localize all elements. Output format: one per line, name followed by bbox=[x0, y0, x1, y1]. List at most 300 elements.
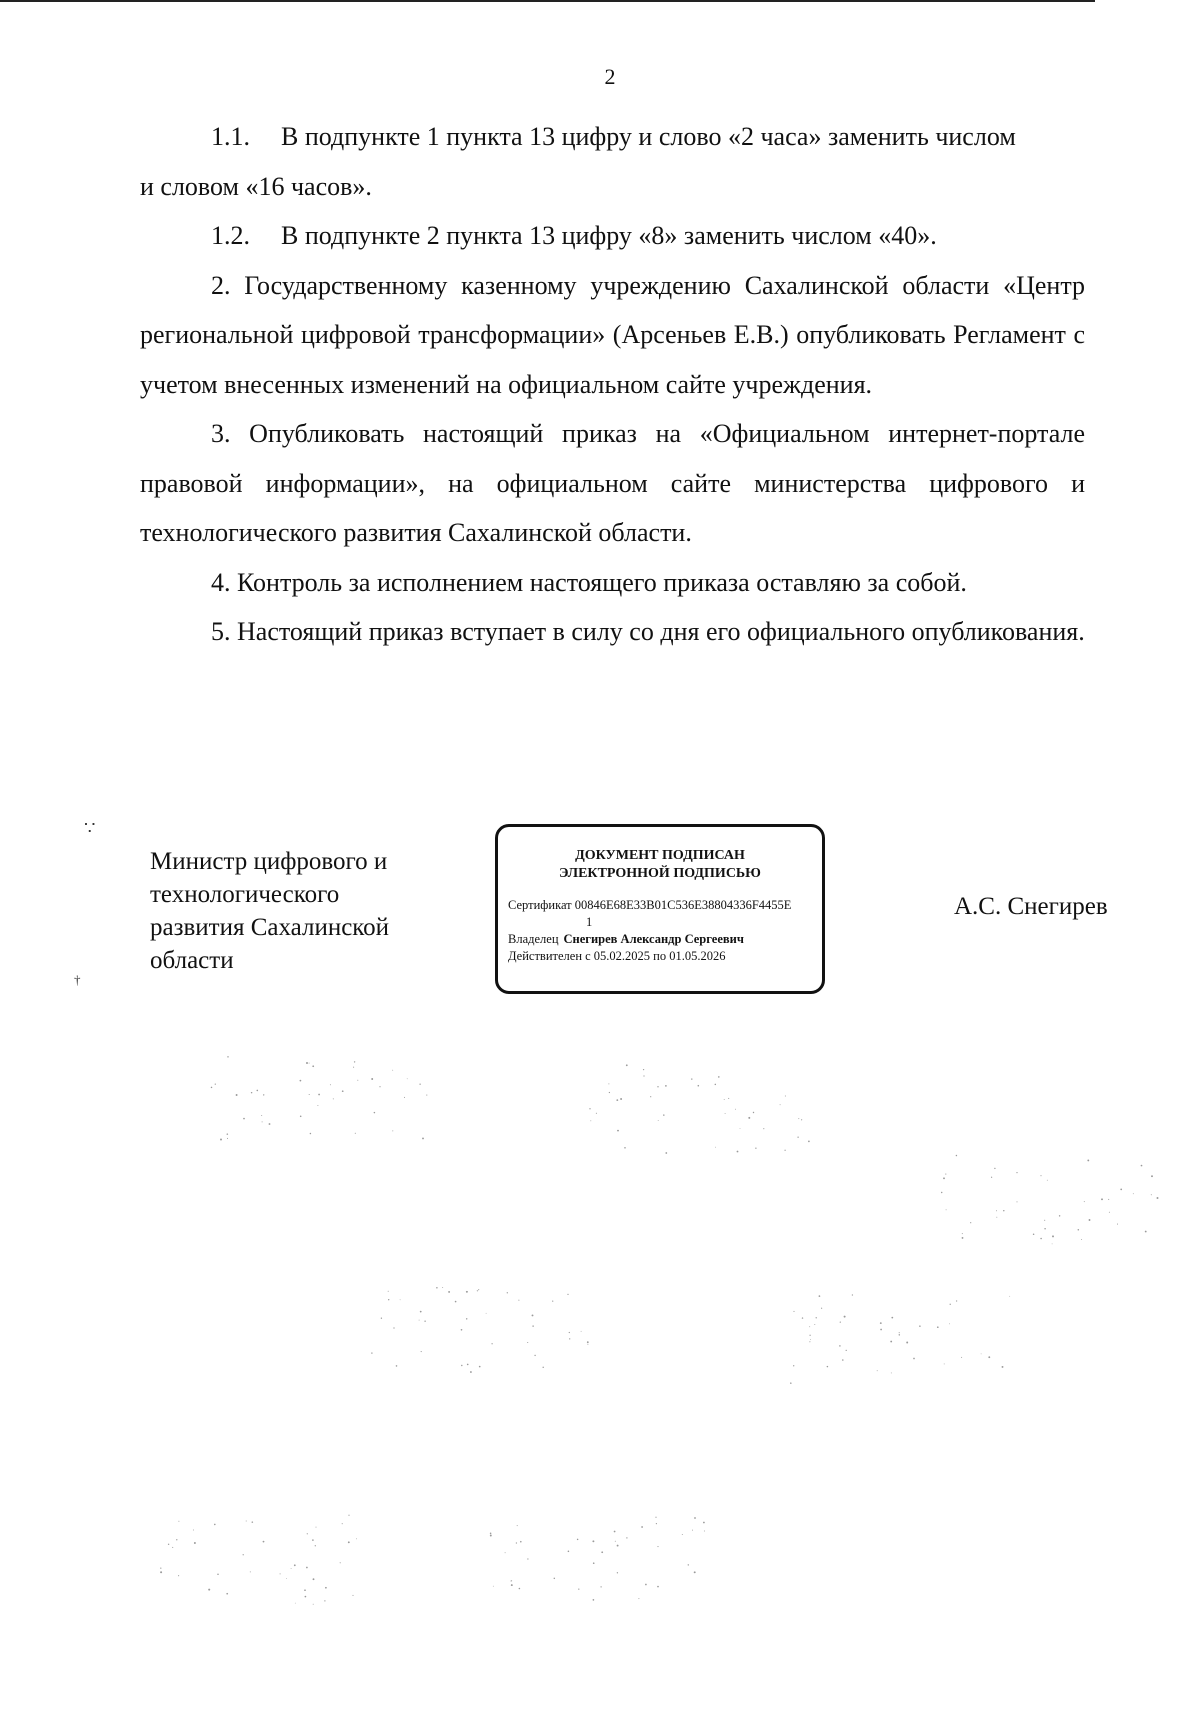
scan-speck bbox=[1052, 1235, 1054, 1237]
scan-speck bbox=[426, 1095, 427, 1096]
scan-speck bbox=[554, 1578, 555, 1579]
scan-speck bbox=[304, 1589, 306, 1591]
scan-speck bbox=[374, 1112, 375, 1113]
scan-speck bbox=[1047, 1180, 1048, 1181]
scan-speck bbox=[704, 1531, 705, 1532]
scan-speck bbox=[962, 1233, 963, 1234]
scan-speck bbox=[354, 1061, 355, 1062]
scan-speck bbox=[1016, 1172, 1017, 1173]
scan-speck bbox=[1044, 1220, 1045, 1221]
scan-speck bbox=[1141, 1165, 1143, 1167]
scan-speck bbox=[614, 1531, 616, 1533]
scan-speck bbox=[1101, 1198, 1103, 1200]
scan-speck bbox=[312, 1065, 314, 1067]
scan-speck bbox=[306, 1567, 308, 1569]
scan-speck bbox=[956, 1155, 958, 1157]
scan-speck bbox=[516, 1542, 517, 1543]
stamp-owner-name: Снегирев Александр Сергеевич bbox=[563, 932, 744, 946]
scan-speck bbox=[1109, 1212, 1110, 1213]
scan-speck bbox=[1133, 1193, 1134, 1194]
scan-speck bbox=[703, 1522, 705, 1524]
scan-speck bbox=[490, 1535, 492, 1537]
scan-speck bbox=[996, 1217, 997, 1218]
scan-speck bbox=[491, 1343, 492, 1344]
scan-speck bbox=[802, 1317, 803, 1318]
scan-speck bbox=[946, 1209, 947, 1210]
scan-speck bbox=[442, 1287, 443, 1288]
scan-speck bbox=[507, 1292, 508, 1293]
stamp-certificate bbox=[498, 897, 822, 914]
paragraph-3: 3. Опубликовать настоящий приказ на «Официальном интернет-портале правовой информации», на официальном сайте министерства цифрового и технологического развития Сахалинской области. bbox=[140, 419, 1085, 547]
scan-speck bbox=[511, 1584, 513, 1586]
scan-speck bbox=[160, 1571, 162, 1573]
scan-speck bbox=[517, 1525, 518, 1526]
stamp-owner-label: Владелец bbox=[508, 932, 559, 946]
scan-speck bbox=[577, 1539, 579, 1541]
scan-speck bbox=[821, 1308, 822, 1309]
scan-speck bbox=[1087, 1159, 1089, 1161]
scan-speck bbox=[388, 1299, 389, 1300]
scan-speck bbox=[890, 1341, 892, 1343]
scan-speck bbox=[785, 1095, 786, 1096]
scan-speck bbox=[780, 1104, 781, 1105]
scan-speck bbox=[626, 1537, 627, 1538]
scan-speck bbox=[819, 1295, 821, 1297]
scan-speck bbox=[379, 1086, 380, 1087]
scan-speck bbox=[657, 1546, 658, 1547]
scan-speck bbox=[608, 1083, 609, 1084]
scan-speck bbox=[601, 1551, 603, 1553]
scan-speck bbox=[317, 1105, 318, 1106]
stamp-owner bbox=[498, 931, 822, 948]
scan-speck bbox=[342, 1090, 344, 1092]
scan-speck bbox=[840, 1321, 841, 1322]
scan-speck bbox=[956, 1300, 957, 1301]
scan-speck bbox=[261, 1115, 262, 1116]
scan-speck bbox=[1009, 1296, 1010, 1297]
scan-speck bbox=[617, 1545, 619, 1547]
stamp-validity: Действителен с 05.02.2025 по 01.05.2026 bbox=[508, 949, 726, 963]
scan-speck bbox=[305, 1596, 307, 1598]
paragraph-4: 4. Контроль за исполнением настоящего приказа оставляю за собой. bbox=[211, 567, 967, 597]
signer-position-line: развития Сахалинской bbox=[150, 914, 390, 941]
scan-speck bbox=[692, 1530, 693, 1531]
scan-speck bbox=[718, 1076, 720, 1078]
margin-scan-mark: † bbox=[74, 972, 81, 987]
scan-speck bbox=[784, 1150, 785, 1151]
scan-speck bbox=[461, 1329, 463, 1331]
scan-speck bbox=[748, 1117, 750, 1119]
scan-speck bbox=[694, 1517, 696, 1519]
scan-speck bbox=[511, 1581, 512, 1582]
scan-speck bbox=[421, 1351, 422, 1352]
scan-speck bbox=[226, 1593, 228, 1595]
scan-speck bbox=[593, 1599, 595, 1601]
signer-position-line: технологического bbox=[150, 881, 340, 908]
scan-speck bbox=[1002, 1366, 1004, 1368]
scan-speck bbox=[569, 1332, 570, 1333]
item-text: В подпункте 2 пункта 13 цифру «8» заменить числом «40». bbox=[281, 221, 937, 250]
page-number: 2 bbox=[604, 64, 616, 89]
scan-speck bbox=[944, 1363, 945, 1364]
scan-speck bbox=[991, 1177, 992, 1178]
scan-speck bbox=[291, 1568, 292, 1569]
scan-speck bbox=[620, 1098, 622, 1100]
item-1-1-continuation: и словом «16 часов». bbox=[140, 171, 372, 201]
scan-speck bbox=[534, 1355, 535, 1356]
scan-speck bbox=[352, 1595, 353, 1596]
scan-speck bbox=[596, 1113, 597, 1114]
scan-speck bbox=[943, 1177, 945, 1179]
scan-speck bbox=[490, 1533, 492, 1535]
scan-speck bbox=[650, 1096, 651, 1097]
scan-speck bbox=[797, 1137, 798, 1138]
scan-speck bbox=[691, 1078, 692, 1079]
scan-speck bbox=[906, 1342, 908, 1344]
scan-speck bbox=[587, 1344, 588, 1345]
scan-speck bbox=[407, 1078, 408, 1079]
scan-speck bbox=[436, 1287, 438, 1289]
scan-speck bbox=[1108, 1199, 1109, 1200]
paragraph-2: 2. Государственному казенному учреждению Сахалинской области «Центр региональной цифровой трансформации» (Арсеньев Е.В.) опубликовать Регламент с учетом внесенных изменений на официальном сайте учреждения. bbox=[140, 270, 1085, 399]
stamp-cert-value: 00846E68E33B01C536E38804336F4455E bbox=[574, 898, 792, 912]
scan-speck bbox=[600, 1586, 601, 1587]
scan-speck bbox=[801, 1119, 802, 1120]
scan-speck bbox=[1016, 1201, 1017, 1202]
scan-speck bbox=[316, 1527, 317, 1528]
scan-speck bbox=[168, 1544, 169, 1545]
scan-speck bbox=[520, 1541, 522, 1543]
scan-speck bbox=[388, 1291, 389, 1292]
scan-speck bbox=[763, 1128, 764, 1129]
scan-speck bbox=[300, 1080, 302, 1082]
scan-speck bbox=[663, 1114, 664, 1115]
scan-speck bbox=[220, 1139, 222, 1141]
scan-speck bbox=[505, 1552, 506, 1553]
scan-speck bbox=[810, 1339, 811, 1340]
scan-speck bbox=[814, 1324, 815, 1325]
scan-speck bbox=[527, 1558, 528, 1559]
scan-speck bbox=[330, 1084, 331, 1085]
scan-speck bbox=[1081, 1239, 1082, 1240]
scan-speck bbox=[728, 1098, 729, 1099]
scan-speck bbox=[617, 1130, 619, 1132]
scan-speck bbox=[263, 1541, 265, 1543]
item-label: 1.1. bbox=[211, 122, 250, 151]
stamp-header-line: ЭЛЕКТРОННОЙ ПОДПИСЬЮ bbox=[559, 866, 761, 881]
scan-speck bbox=[1052, 1243, 1053, 1244]
scan-speck bbox=[348, 1515, 349, 1516]
scan-speck bbox=[877, 1370, 878, 1371]
scan-speck bbox=[581, 1331, 582, 1332]
scan-speck bbox=[250, 1571, 251, 1572]
scan-speck bbox=[994, 1168, 995, 1169]
scan-speck bbox=[609, 1092, 610, 1093]
scan-speck bbox=[420, 1311, 422, 1313]
scan-speck bbox=[312, 1539, 314, 1541]
scan-speck bbox=[592, 1540, 594, 1542]
scan-speck bbox=[371, 1078, 373, 1080]
scan-speck bbox=[404, 1097, 405, 1098]
scan-speck bbox=[455, 1301, 457, 1303]
scan-speck bbox=[310, 1133, 312, 1135]
scan-speck bbox=[899, 1334, 900, 1335]
paragraph-5: 5. Настоящий приказ вступает в силу со дня его официального опубликования. bbox=[211, 617, 1085, 646]
scan-speck bbox=[899, 1332, 900, 1333]
scan-speck bbox=[941, 1192, 942, 1193]
scan-speck bbox=[740, 1128, 741, 1129]
document-body bbox=[140, 112, 1085, 657]
scan-speck bbox=[1084, 1201, 1085, 1202]
scan-speck bbox=[827, 1366, 828, 1367]
scan-speck bbox=[251, 1092, 252, 1093]
scan-speck bbox=[715, 1084, 717, 1086]
scan-speck bbox=[532, 1314, 534, 1316]
scan-speck bbox=[962, 1237, 964, 1239]
scan-speck bbox=[1040, 1238, 1042, 1240]
scan-speck bbox=[215, 1083, 216, 1084]
scan-speck bbox=[313, 1604, 314, 1605]
scan-speck bbox=[737, 1151, 739, 1153]
scan-speck bbox=[981, 1354, 982, 1355]
scan-speck bbox=[793, 1311, 794, 1312]
scan-speck bbox=[217, 1573, 219, 1575]
scan-speck bbox=[735, 1109, 736, 1110]
scan-speck bbox=[263, 1094, 264, 1095]
scan-speck bbox=[315, 1545, 316, 1546]
scan-speck bbox=[424, 1320, 425, 1321]
scan-speck bbox=[842, 1359, 844, 1361]
scan-speck bbox=[227, 1138, 228, 1139]
scan-speck bbox=[280, 1573, 281, 1574]
scan-speck bbox=[949, 1323, 950, 1324]
scan-speck bbox=[839, 1345, 841, 1347]
scan-speck bbox=[355, 1133, 356, 1134]
page-top-edge bbox=[0, 0, 1095, 2]
scan-speck bbox=[846, 1350, 847, 1351]
scan-speck bbox=[988, 1356, 990, 1358]
scan-speck bbox=[945, 1174, 946, 1175]
item-label: 1.2. bbox=[211, 221, 250, 250]
scan-speck bbox=[624, 1147, 626, 1149]
stamp-cert-tail: 1 bbox=[586, 915, 593, 929]
scan-speck bbox=[688, 1564, 689, 1565]
scan-speck bbox=[880, 1322, 882, 1324]
scan-speck bbox=[937, 1326, 939, 1328]
scan-speck bbox=[1033, 1234, 1035, 1236]
scan-speck bbox=[665, 1085, 667, 1087]
stamp-header-line: ДОКУМЕНТ ПОДПИСАН bbox=[575, 848, 745, 863]
scan-speck bbox=[340, 1562, 341, 1563]
scan-speck bbox=[176, 1539, 177, 1540]
scan-speck bbox=[593, 1562, 595, 1564]
scan-speck bbox=[913, 1358, 915, 1360]
scan-speck bbox=[698, 1085, 700, 1087]
scan-speck bbox=[790, 1382, 792, 1384]
scan-speck bbox=[227, 1133, 229, 1135]
scan-speck bbox=[252, 1521, 254, 1523]
scan-speck bbox=[392, 1070, 393, 1071]
scan-speck bbox=[325, 1587, 327, 1589]
scan-speck bbox=[891, 1317, 893, 1319]
scan-speck bbox=[419, 1084, 420, 1085]
scan-speck bbox=[809, 1335, 810, 1336]
scan-speck bbox=[527, 1342, 528, 1343]
scan-speck bbox=[643, 1075, 644, 1076]
scan-speck bbox=[466, 1318, 467, 1319]
scan-speck bbox=[479, 1366, 481, 1368]
scan-speck bbox=[467, 1364, 469, 1366]
scan-speck bbox=[422, 1137, 424, 1139]
scan-speck bbox=[961, 1357, 962, 1358]
stamp-header bbox=[498, 847, 822, 883]
scan-speck bbox=[1044, 1228, 1045, 1229]
scan-speck bbox=[286, 1578, 287, 1579]
scan-speck bbox=[477, 1290, 478, 1291]
scan-speck bbox=[208, 1589, 210, 1591]
scan-speck bbox=[626, 1064, 628, 1066]
scan-speck bbox=[568, 1551, 570, 1553]
scan-speck bbox=[569, 1338, 570, 1339]
scan-speck bbox=[172, 1547, 173, 1548]
scan-speck bbox=[1078, 1229, 1080, 1231]
scan-speck bbox=[616, 1099, 618, 1101]
scan-speck bbox=[371, 1352, 372, 1353]
item-1-2 bbox=[140, 211, 1085, 261]
scan-speck bbox=[309, 1063, 310, 1064]
scan-speck bbox=[342, 1523, 343, 1524]
scan-speck bbox=[178, 1521, 179, 1522]
scan-speck bbox=[665, 1152, 667, 1154]
scan-speck bbox=[396, 1365, 398, 1367]
scan-speck bbox=[852, 1294, 853, 1295]
scan-speck bbox=[532, 1325, 533, 1326]
item-text: В подпункте 1 пункта 13 цифру и слово «2 часа» заменить числом bbox=[281, 122, 1016, 151]
scan-speck bbox=[236, 1094, 238, 1096]
scan-speck bbox=[808, 1141, 810, 1143]
scan-speck bbox=[970, 1222, 971, 1223]
scan-speck bbox=[493, 1586, 494, 1587]
scan-speck bbox=[542, 1367, 543, 1368]
scan-speck bbox=[348, 1541, 350, 1543]
scan-speck bbox=[211, 1087, 213, 1089]
scan-speck bbox=[694, 1571, 696, 1573]
scan-speck bbox=[178, 1575, 179, 1576]
margin-scan-mark: ∵ bbox=[84, 818, 96, 838]
scan-speck bbox=[356, 1538, 357, 1539]
scan-speck bbox=[333, 1098, 334, 1099]
stamp-cert-label: Сертификат bbox=[508, 898, 572, 912]
scan-speck bbox=[567, 1294, 568, 1295]
scan-speck bbox=[657, 1086, 658, 1087]
scan-speck bbox=[1059, 1215, 1060, 1216]
scan-speck bbox=[519, 1588, 521, 1590]
scan-speck bbox=[353, 1067, 354, 1068]
scan-speck bbox=[193, 1530, 194, 1531]
scan-speck bbox=[324, 1600, 325, 1601]
scan-speck bbox=[753, 1112, 754, 1113]
scan-speck bbox=[461, 1365, 462, 1366]
scan-speck bbox=[724, 1099, 725, 1100]
scan-speck bbox=[617, 1572, 618, 1573]
scan-speck bbox=[615, 1541, 616, 1542]
scan-speck bbox=[638, 1598, 639, 1599]
scan-speck bbox=[657, 1586, 659, 1588]
scan-speck bbox=[587, 1341, 589, 1343]
scan-speck bbox=[246, 1521, 247, 1522]
item-1-1 bbox=[140, 112, 1085, 162]
scan-speck bbox=[1157, 1197, 1159, 1199]
scan-speck bbox=[392, 1130, 393, 1131]
scan-speck bbox=[809, 1326, 810, 1327]
scan-speck bbox=[891, 1372, 892, 1373]
scan-speck bbox=[294, 1564, 296, 1566]
scan-speck bbox=[809, 1341, 810, 1342]
scan-speck bbox=[645, 1584, 647, 1586]
scan-speck bbox=[655, 1517, 656, 1518]
scan-speck bbox=[313, 1578, 315, 1580]
scan-speck bbox=[641, 1526, 643, 1528]
scan-speck bbox=[1040, 1175, 1041, 1176]
scan-speck bbox=[309, 1094, 310, 1095]
scan-speck bbox=[227, 1056, 228, 1057]
scan-speck bbox=[578, 1588, 579, 1589]
scan-speck bbox=[393, 1327, 394, 1328]
scan-speck bbox=[243, 1118, 245, 1120]
scan-speck bbox=[511, 1580, 512, 1581]
scan-speck bbox=[269, 1123, 271, 1125]
scan-speck bbox=[552, 1300, 553, 1301]
scan-speck bbox=[466, 1291, 468, 1293]
scan-speck bbox=[1151, 1175, 1153, 1177]
scan-speck bbox=[589, 1108, 590, 1109]
scan-speck bbox=[798, 1118, 799, 1119]
scan-speck bbox=[950, 1304, 951, 1305]
scan-speck bbox=[243, 1554, 244, 1555]
scan-speck bbox=[160, 1568, 161, 1569]
scan-speck bbox=[1151, 1194, 1152, 1195]
signer-name: А.С. Снегирев bbox=[954, 893, 1108, 920]
scan-speck bbox=[919, 1325, 921, 1327]
scan-speck bbox=[295, 1603, 296, 1604]
scan-speck bbox=[816, 1317, 817, 1318]
scan-speck bbox=[1003, 1210, 1004, 1211]
scan-speck bbox=[357, 1080, 358, 1081]
signer-position-line: Министр цифрового и bbox=[150, 848, 388, 875]
scan-speck bbox=[448, 1291, 450, 1293]
scan-speck bbox=[306, 1062, 308, 1064]
scan-speck bbox=[381, 1318, 382, 1319]
scan-speck bbox=[725, 1113, 726, 1114]
scan-speck bbox=[300, 1116, 302, 1118]
scan-speck bbox=[590, 1120, 591, 1121]
scan-speck bbox=[478, 1289, 479, 1290]
scan-speck bbox=[256, 1090, 258, 1092]
scan-speck bbox=[880, 1329, 882, 1331]
scan-speck bbox=[793, 1365, 794, 1366]
scan-speck bbox=[518, 1300, 519, 1301]
signer-position bbox=[150, 845, 440, 977]
scan-speck bbox=[715, 1147, 716, 1148]
scan-speck bbox=[844, 1316, 846, 1318]
scan-speck bbox=[307, 1533, 308, 1534]
scan-speck bbox=[755, 1148, 756, 1149]
scan-speck bbox=[996, 1210, 997, 1211]
scan-speck bbox=[194, 1542, 196, 1544]
signer-position-line: области bbox=[150, 947, 234, 974]
scan-speck bbox=[318, 1094, 320, 1096]
scan-speck bbox=[400, 1299, 401, 1300]
